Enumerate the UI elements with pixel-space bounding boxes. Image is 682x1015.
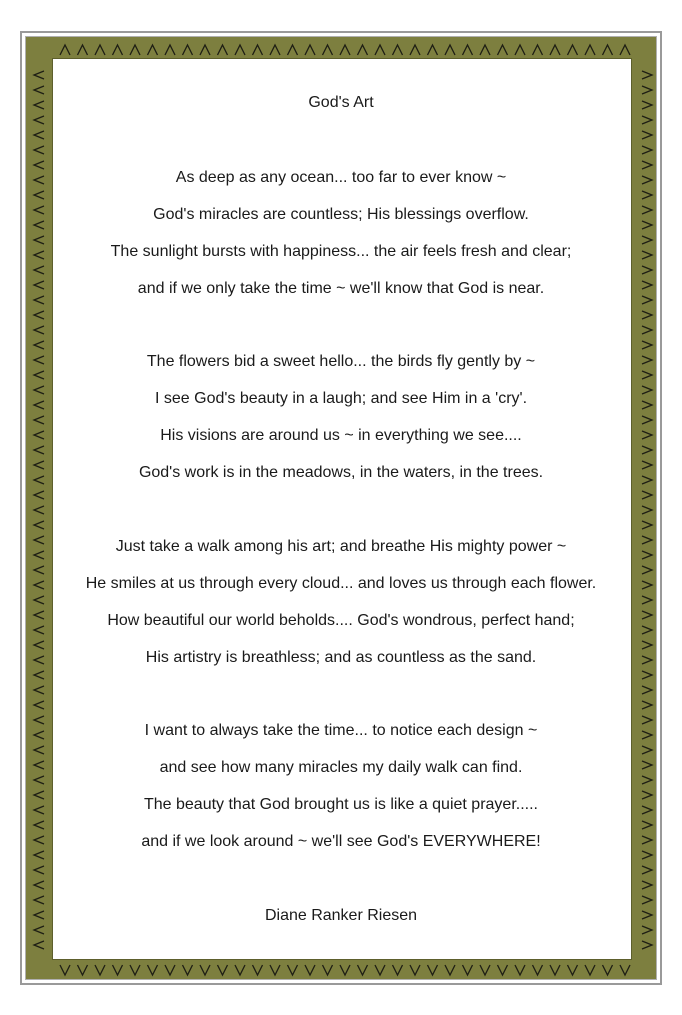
stanza-1-line-3: The sunlight bursts with happiness... the air feels fresh and clear; bbox=[110, 243, 572, 260]
stanza-3-line-4: His artistry is breathless; and as countless as the sand. bbox=[145, 649, 537, 666]
stanza-1-line-2: God's miracles are countless; His blessings overflow. bbox=[153, 206, 529, 223]
stanza-2-line-3: His visions are around us ~ in everything we see.... bbox=[160, 427, 522, 444]
poem-title: God's Art bbox=[308, 94, 374, 111]
stanza-2-line-1: The flowers bid a sweet hello... the birds fly gently by ~ bbox=[146, 353, 536, 370]
stanza-4-line-1: I want to always take the time... to notice each design ~ bbox=[144, 722, 538, 739]
stanza-4-line-2: and see how many miracles my daily walk can find. bbox=[159, 759, 523, 776]
stanza-1-line-4: and if we only take the time ~ we'll know that God is near. bbox=[137, 280, 545, 297]
stanza-3-line-1: Just take a walk among his art; and breathe His mighty power ~ bbox=[115, 538, 567, 555]
stanza-2-line-2: I see God's beauty in a laugh; and see Him in a 'cry'. bbox=[154, 390, 528, 407]
stanza-4-line-3: The beauty that God brought us is like a quiet prayer..... bbox=[143, 796, 538, 813]
stanza-4-line-4: and if we look around ~ we'll see God's EVERYWHERE! bbox=[141, 833, 541, 850]
poem-author: Diane Ranker Riesen bbox=[264, 907, 418, 924]
stanza-1-line-1: As deep as any ocean... too far to ever know ~ bbox=[175, 169, 507, 186]
stanza-2-line-4: God's work is in the meadows, in the waters, in the trees. bbox=[138, 464, 544, 481]
stanza-3-line-2: He smiles at us through every cloud... and loves us through each flower. bbox=[85, 575, 597, 592]
stanza-3-line-3: How beautiful our world beholds.... God's wondrous, perfect hand; bbox=[107, 612, 575, 629]
